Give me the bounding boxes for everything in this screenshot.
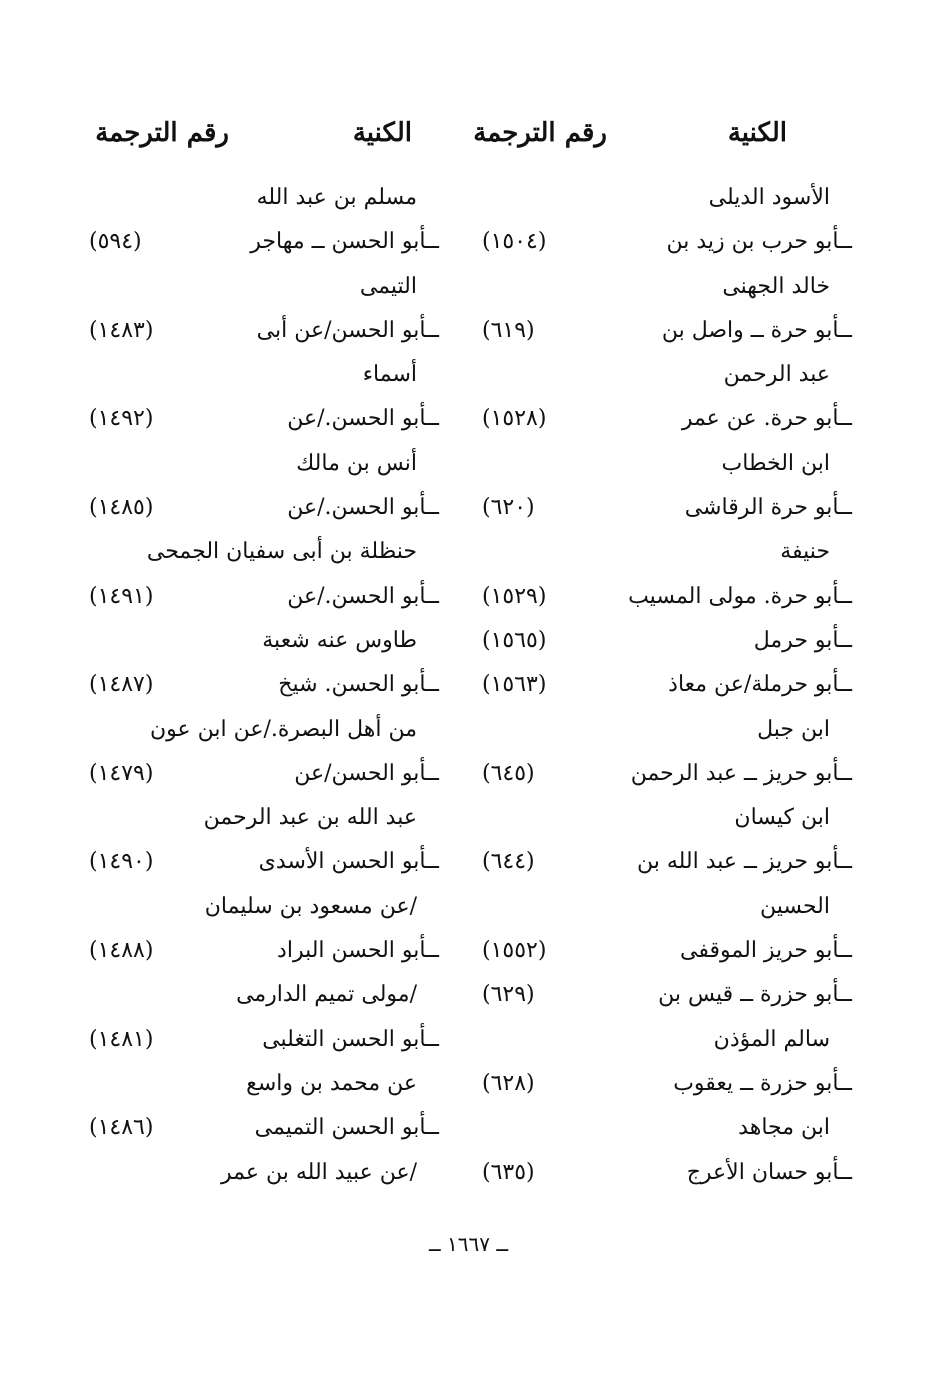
entry-text: ــأبو الحسن البراد	[277, 938, 439, 964]
header-name-left: الكنية	[352, 118, 412, 148]
entry-line	[89, 973, 439, 1017]
entry-number: (١٤٨٥)	[89, 495, 154, 521]
entry-number: (١٤٨٦)	[89, 1115, 154, 1141]
page-number: ــ ١٦٦٧ ــ	[428, 1232, 509, 1256]
entry-line	[482, 619, 852, 663]
entry-line	[482, 840, 852, 884]
entry-number: (٦١٩)	[482, 317, 535, 343]
entry-text: عبد الله بن عبد الرحمن	[203, 805, 417, 831]
entry-line	[89, 265, 439, 309]
entry-line	[89, 708, 439, 752]
entry-line	[89, 885, 439, 929]
entry-line	[89, 1018, 439, 1062]
entry-number: (١٥٦٣)	[482, 672, 547, 698]
entry-text: عن محمد بن واسع	[246, 1070, 417, 1096]
entry-text: عبد الرحمن	[723, 362, 830, 388]
entry-line	[89, 442, 439, 486]
entry-line	[482, 220, 852, 264]
entry-text: ابن مجاهد	[738, 1115, 830, 1141]
entry-line	[482, 265, 852, 309]
entry-line	[482, 885, 852, 929]
entry-text: ــأبو حرة. عن عمر	[681, 406, 852, 432]
entry-number: (١٤٨٣)	[89, 317, 154, 343]
entry-line	[482, 176, 852, 220]
entry-text: ــأبو حريز ــ عبد الله بن	[636, 849, 852, 875]
header-number-left: رقم الترجمة	[95, 118, 229, 148]
entry-text: ــأبو الحسن. شيخ	[278, 672, 439, 698]
entry-number: (٦٣٥)	[482, 1159, 535, 1185]
entry-number: (١٤٩١)	[89, 583, 154, 609]
entry-line	[482, 708, 852, 752]
entry-line	[89, 486, 439, 530]
entry-number: (١٤٧٩)	[89, 760, 154, 786]
entry-text: ــأبو الحسن./عن	[287, 583, 439, 609]
entry-line	[482, 973, 852, 1017]
entry-text: ــأبو حسان الأعرج	[686, 1159, 852, 1185]
entry-number: (١٤٩٠)	[89, 849, 154, 875]
entry-text: ــأبو حريز ــ عبد الرحمن	[630, 760, 852, 786]
entry-number: (١٥٦٥)	[482, 627, 547, 653]
entry-text: ــأبو حرب بن زيد بن	[666, 229, 852, 255]
right-column	[482, 176, 852, 1195]
entry-line	[482, 353, 852, 397]
entry-text: ــأبو حرمل	[753, 627, 852, 653]
entry-number: (٦٤٥)	[482, 760, 535, 786]
entry-text: مسلم بن عبد الله	[256, 185, 417, 210]
entry-number: (١٥٥٢)	[482, 938, 547, 964]
entry-line	[482, 309, 852, 353]
entry-line	[89, 530, 439, 574]
entry-number: (٦٢٠)	[482, 495, 535, 521]
entry-text: ــأبو الحسن/عن	[294, 760, 439, 786]
entry-number: (١٤٨٧)	[89, 672, 154, 698]
entry-number: (٥٩٤)	[89, 229, 142, 255]
entry-text: ــأبو الحسن/عن أبى	[256, 317, 439, 343]
entry-line	[89, 1151, 439, 1195]
entry-line	[89, 1062, 439, 1106]
entry-text: ــأبو حزرة ــ يعقوب	[673, 1070, 852, 1096]
entry-text: أسماء	[362, 362, 417, 388]
entry-number: (١٥٢٩)	[482, 583, 547, 609]
entry-text: ــأبو حرة ــ واصل بن	[661, 317, 852, 343]
entry-line	[89, 220, 439, 264]
entry-text: ــأبو الحسن الأسدى	[258, 849, 439, 875]
entry-text: ــأبو حرملة/عن معاذ	[668, 672, 852, 698]
entry-line	[89, 796, 439, 840]
entry-text: ــأبو الحسن./عن	[287, 406, 439, 432]
entry-text: ــأبو الحسن التغلبى	[262, 1026, 439, 1052]
entry-text: ــأبو حزرة ــ قيس بن	[658, 982, 852, 1008]
entry-line	[89, 752, 439, 796]
entry-text: خالد الجهنى	[722, 273, 830, 299]
entry-line	[89, 176, 439, 220]
entry-line	[482, 486, 852, 530]
entry-text: أنس بن مالك	[296, 450, 417, 476]
entry-line	[482, 530, 852, 574]
entry-line	[89, 663, 439, 707]
entry-line	[482, 1018, 852, 1062]
entry-text: ــأبو حرة الرقاشى	[684, 495, 852, 521]
entry-number: (٦٢٩)	[482, 982, 535, 1008]
entry-line	[89, 397, 439, 441]
entry-line	[482, 1106, 852, 1150]
entry-line	[482, 1062, 852, 1106]
entry-number: (١٤٨٨)	[89, 938, 154, 964]
entry-line	[482, 796, 852, 840]
entry-text: ــأبو الحسن التميمى	[254, 1115, 439, 1141]
header-number-right: رقم الترجمة	[473, 118, 607, 148]
entry-text: الحسين	[759, 893, 830, 919]
entry-text: التيمى	[359, 273, 417, 299]
entry-number: (١٥٠٤)	[482, 229, 547, 255]
entry-text: طاوس عنه شعبة	[262, 627, 417, 653]
entry-text: سالم المؤذن	[713, 1026, 830, 1052]
entry-line	[482, 575, 852, 619]
entry-line	[482, 1151, 852, 1195]
entry-text: ــأبو حرة. مولى المسيب	[628, 583, 852, 609]
entry-text: حنيفة	[780, 539, 830, 565]
entry-text: ــأبو حريز الموقفى	[680, 938, 852, 964]
entry-number: (١٤٨١)	[89, 1026, 154, 1052]
entry-text: ــأبو الحسن./عن	[287, 495, 439, 521]
entry-line	[89, 1106, 439, 1150]
column-headers	[0, 118, 937, 168]
entry-number: (١٥٢٨)	[482, 406, 547, 432]
entry-text: حنظلة بن أبى سفيان الجمحى	[146, 539, 417, 565]
entry-number: (١٤٩٢)	[89, 406, 154, 432]
entry-line	[482, 752, 852, 796]
entry-text: من أهل البصرة./عن ابن عون	[150, 716, 417, 742]
entry-text: ابن كيسان	[734, 805, 830, 831]
entry-line	[482, 929, 852, 973]
left-column	[89, 176, 439, 1195]
entry-text: /مولى تميم الدارمى	[236, 982, 417, 1008]
entry-text: /عن مسعود بن سليمان	[204, 893, 417, 919]
entry-line	[89, 929, 439, 973]
entry-text: ابن الخطاب	[721, 450, 830, 476]
entry-text: الأسود الديلى	[708, 185, 830, 210]
entry-text: ابن جبل	[757, 716, 830, 742]
entry-line	[482, 663, 852, 707]
entry-line	[89, 309, 439, 353]
entry-number: (٦٢٨)	[482, 1070, 535, 1096]
entry-text: ــأبو الحسن ــ مهاجر	[250, 229, 439, 255]
entry-text: /عن عبيد الله بن عمر	[221, 1159, 417, 1185]
entry-line	[89, 840, 439, 884]
entry-number: (٦٤٤)	[482, 849, 535, 875]
entry-line	[482, 397, 852, 441]
entry-line	[89, 575, 439, 619]
entry-line	[89, 353, 439, 397]
entry-line	[482, 442, 852, 486]
header-name-right: الكنية	[727, 118, 787, 148]
entry-line	[89, 619, 439, 663]
